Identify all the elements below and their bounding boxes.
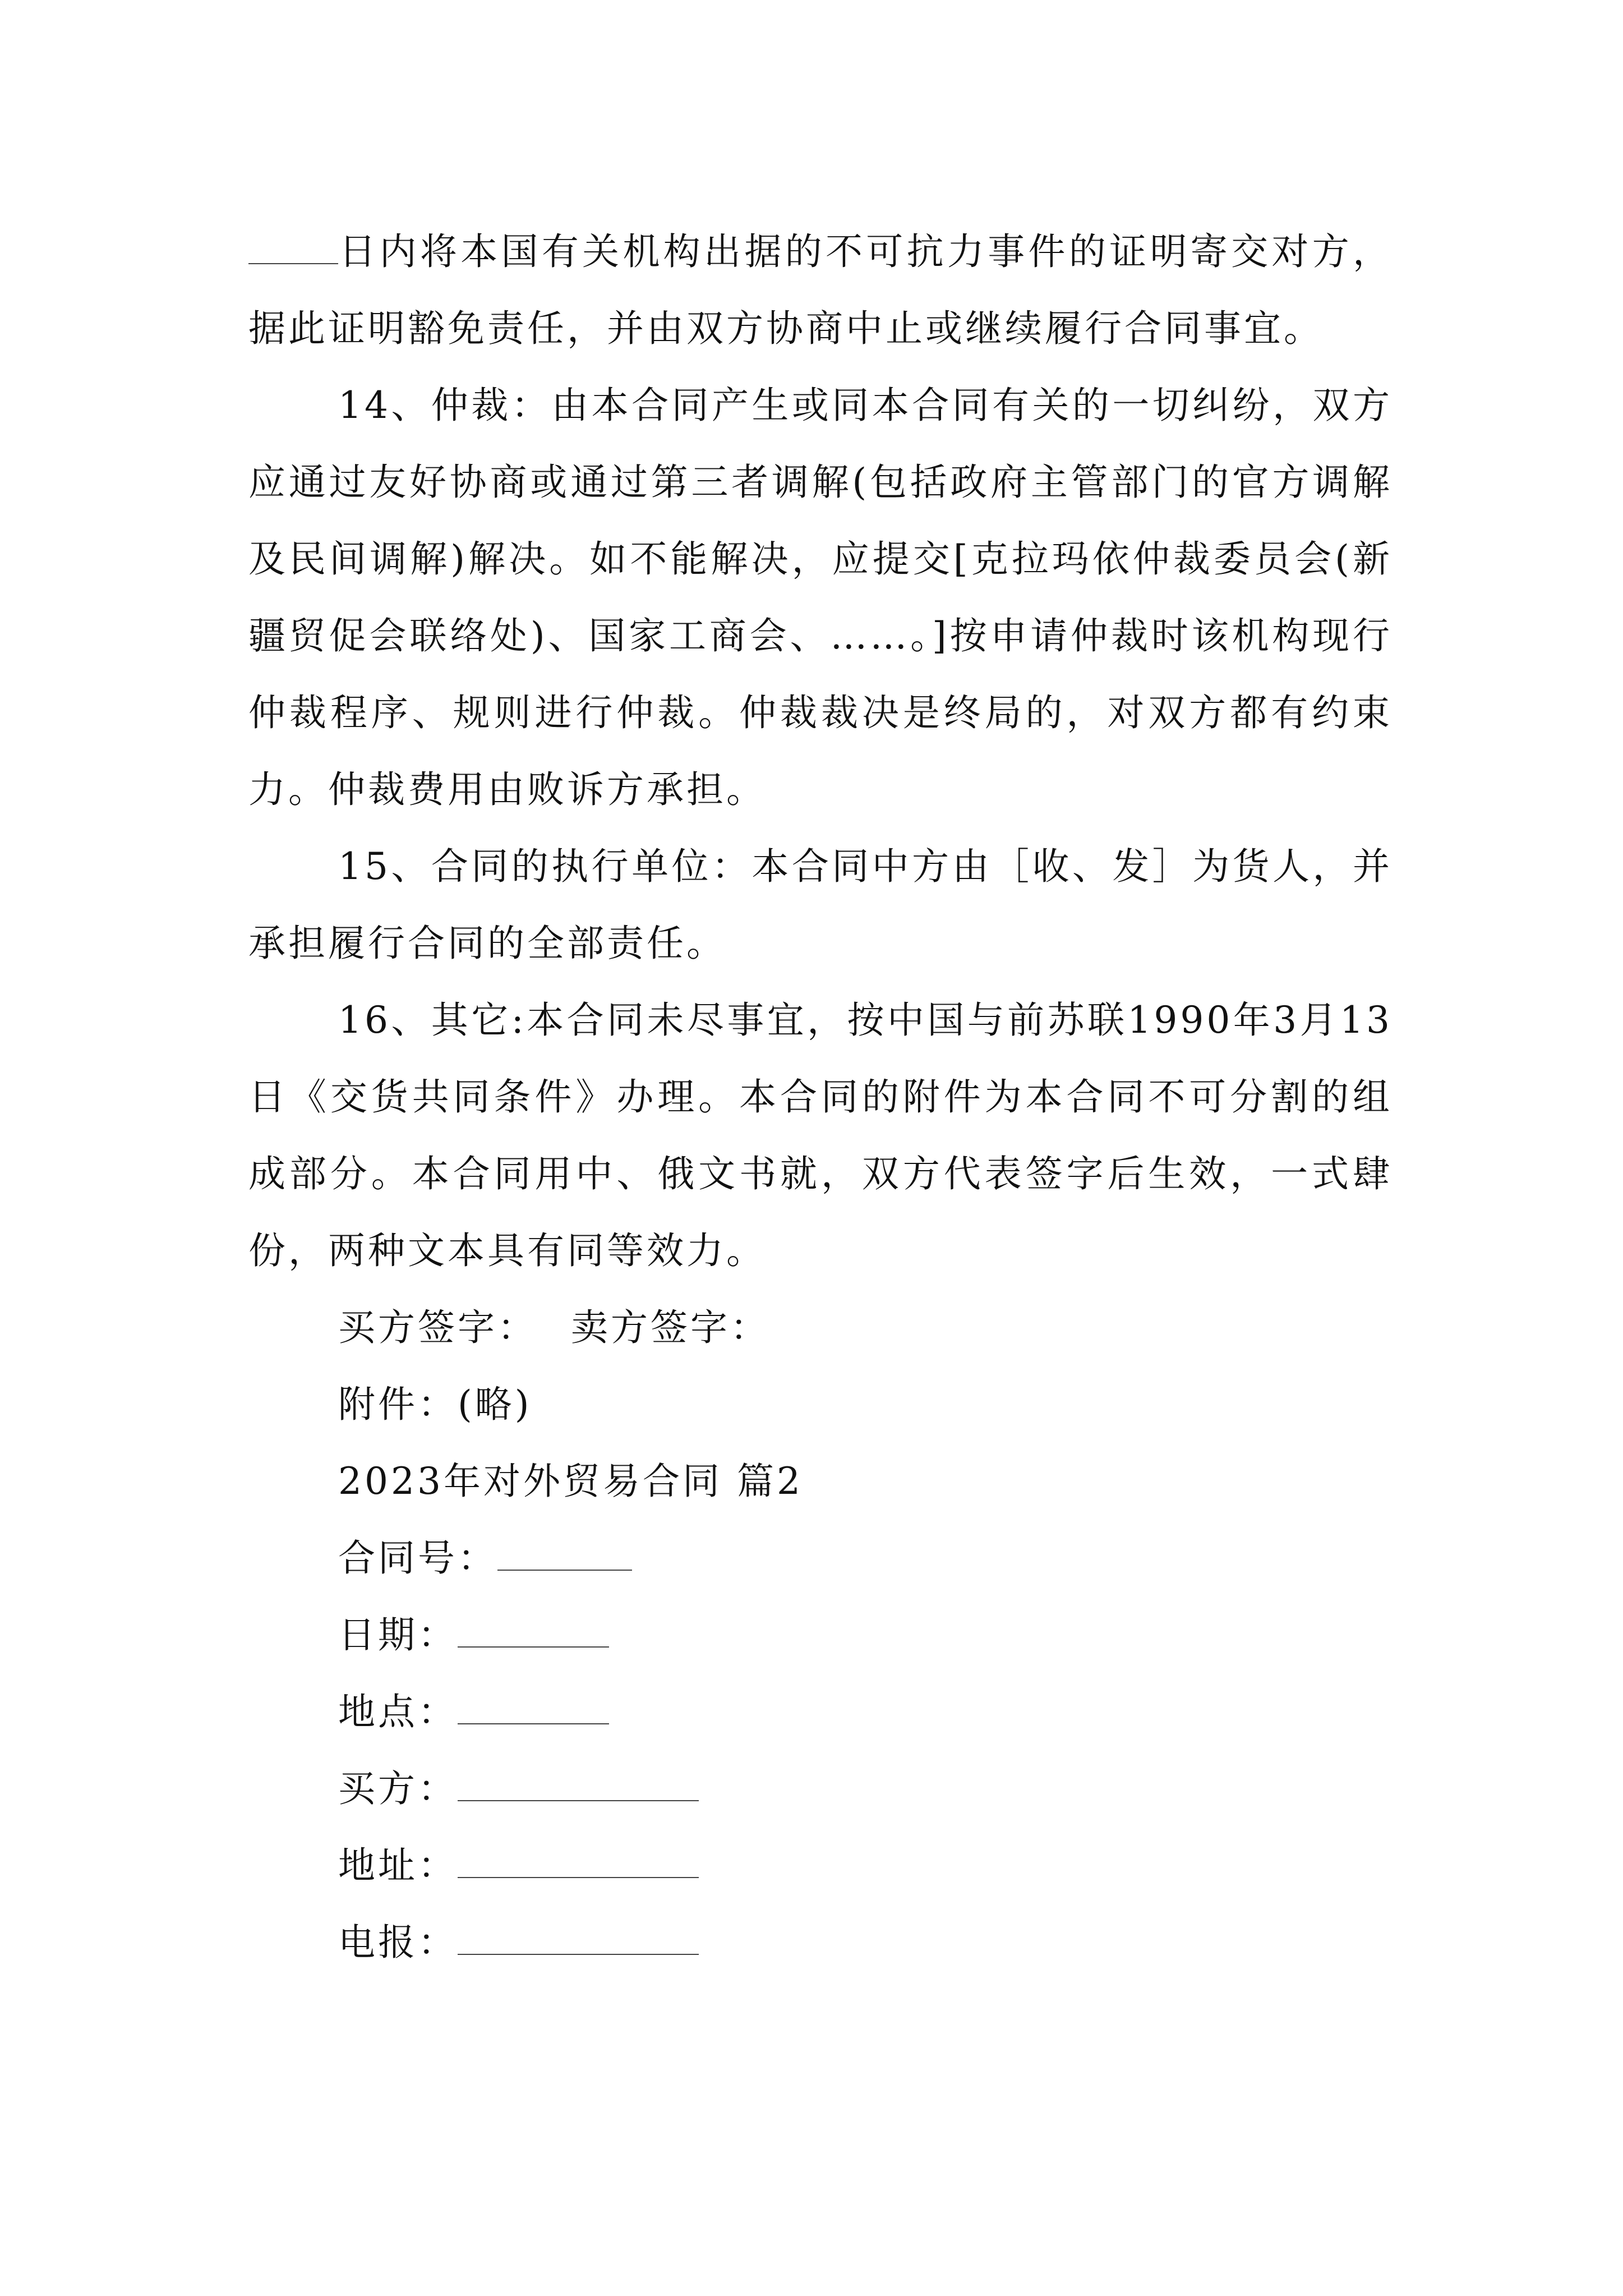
force-majeure-paragraph-tail bbox=[248, 213, 1393, 367]
date-blank bbox=[458, 1613, 609, 1648]
address-blank bbox=[458, 1843, 699, 1878]
address-label: 地址： bbox=[338, 1844, 458, 1887]
place-field bbox=[248, 1673, 1393, 1750]
miscellaneous-paragraph: 16、其它:本合同未尽事宜，按中国与前苏联1990年3月13日《交货共同条件》办理。本合同的附件为本合同不可分割的组成部分。本合同用中、俄文书就，双方代表签字后生效，一式肆份，两种文本具有同等效力。 bbox=[248, 999, 1393, 1272]
address-field bbox=[248, 1827, 1393, 1904]
force-majeure-text: 日内将本国有关机构出据的不可抗力事件的证明寄交对方，据此证明豁免责任，并由双方协商中止或继续履行合同事宜。 bbox=[248, 230, 1393, 350]
place-blank bbox=[458, 1690, 609, 1724]
date-field bbox=[248, 1596, 1393, 1673]
contract-number-blank bbox=[497, 1536, 632, 1571]
place-label: 地点： bbox=[338, 1690, 458, 1733]
contract-number-field bbox=[248, 1520, 1393, 1596]
seller-signature-label: 卖方签字： bbox=[571, 1306, 770, 1349]
signature-line bbox=[248, 1289, 1393, 1366]
date-label: 日期： bbox=[338, 1613, 458, 1657]
executing-unit-paragraph: 15、合同的执行单位：本合同中方由［收、发］为货人，并承担履行合同的全部责任。 bbox=[248, 845, 1393, 965]
telegram-label: 电报： bbox=[338, 1921, 458, 1964]
contract-heading: 2023年对外贸易合同 篇2 bbox=[338, 1460, 803, 1503]
document-body bbox=[248, 213, 1393, 1981]
blank-line bbox=[248, 229, 338, 264]
attachment-line: 附件：(略) bbox=[338, 1383, 532, 1426]
buyer-blank bbox=[458, 1766, 699, 1801]
buyer-field bbox=[248, 1750, 1393, 1827]
contract-number-label: 合同号： bbox=[338, 1536, 497, 1580]
telegram-blank bbox=[458, 1920, 699, 1955]
buyer-label: 买方： bbox=[338, 1767, 458, 1810]
telegram-field bbox=[248, 1904, 1393, 1981]
buyer-signature-label: 买方签字： bbox=[338, 1306, 537, 1349]
arbitration-paragraph: 14、仲裁：由本合同产生或同本合同有关的一切纠纷，双方应通过友好协商或通过第三者调解(包括政府主管部门的官方调解及民间调解)解决。如不能解决，应提交[克拉玛依仲裁委员会(新疆贸促会联络处)、国家工商会、……。]按申请仲裁时该机构现行仲裁程序、规则进行仲裁。仲裁裁决是终局的，对双方都有约束力。仲裁费用由败诉方承担。 bbox=[248, 384, 1393, 811]
